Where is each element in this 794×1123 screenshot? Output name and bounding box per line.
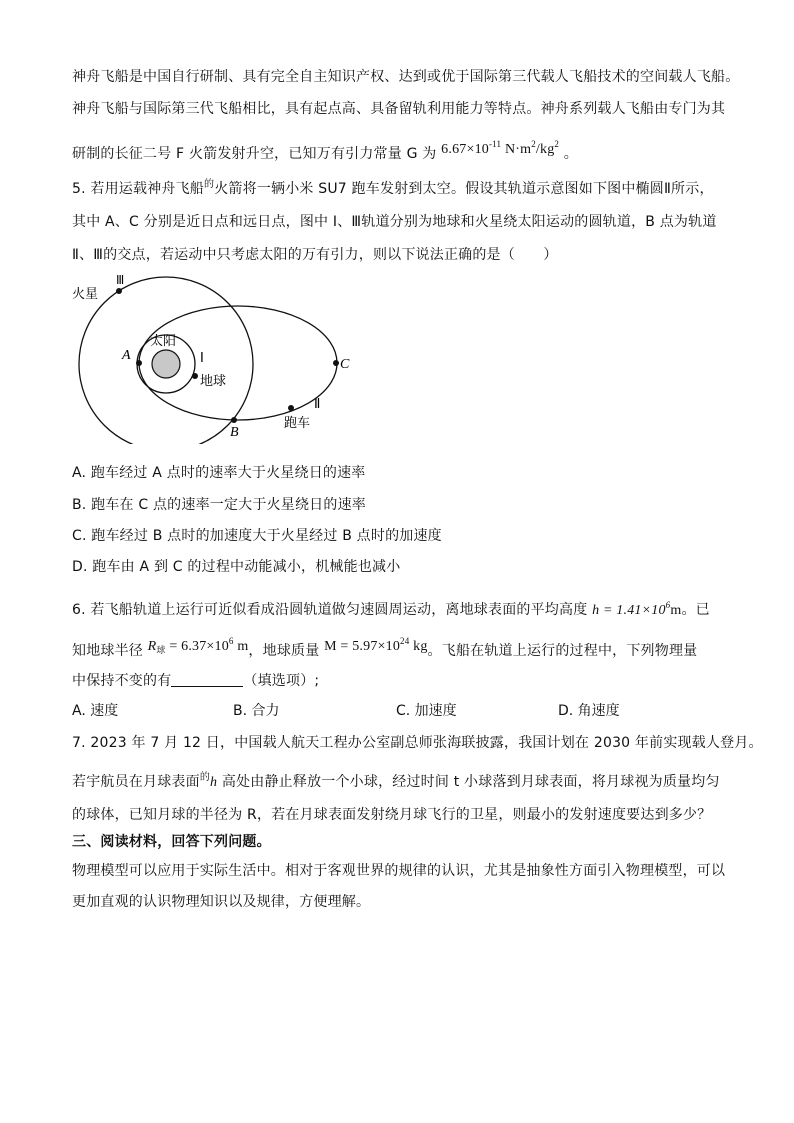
q6-option-a: A. 速度 bbox=[72, 703, 119, 719]
label-mars: 火星 bbox=[72, 287, 99, 302]
q5-option-c: C. 跑车经过 B 点时的加速度大于火星经过 B 点时的加速度 bbox=[72, 528, 442, 544]
label-earth: 地球 bbox=[200, 374, 227, 389]
q7-line-1: 7. 2023 年 7 月 12 日，中国载人航天工程办公室副总师张海联披露，我国计划在 2030 年前实现载人登月。 bbox=[72, 735, 763, 751]
q7-line-3: 的球体，已知月球的半径为 R，若在月球表面发射绕月球飞行的卫星，则最小的发射速度要达到多少？ bbox=[72, 807, 712, 823]
q5-option-b: B. 跑车在 C 点的速率一定大于火星绕日的速率 bbox=[72, 497, 366, 513]
point-a bbox=[136, 360, 142, 366]
orbit-diagram bbox=[60, 272, 360, 444]
q6-line-1: 6. 若飞船轨道上运行可近似看成沿圆轨道做匀速圆周运动，离地球表面的平均高度 $h = 1.41\times 10^6m$。已 bbox=[72, 600, 710, 618]
q6-option-c: C. 加速度 bbox=[396, 703, 457, 719]
point-c bbox=[333, 360, 339, 366]
intro-end-mark: 。 bbox=[563, 146, 578, 162]
earth-radius-value: $R_球 = 6.37\times 10^6$ m bbox=[147, 636, 249, 656]
earth-mass-value: $M = 5.97\times 10^{24}$ kg bbox=[324, 636, 428, 654]
q5-line-1: 5. 若用运载神舟飞船$^的$火箭将一辆小米 SU7 跑车发射到太空。假设其轨道示意图如下图中椭圆Ⅱ所示， bbox=[72, 179, 714, 197]
label-sun: 太阳 bbox=[150, 334, 177, 349]
gravitational-constant: $6.67\times 10^{-11}$ $N\cdot m^2/kg^2$ bbox=[441, 139, 560, 157]
height-value: $h = 1.41\times 10^6m$ bbox=[592, 600, 682, 618]
label-orbit-3: Ⅲ bbox=[116, 273, 125, 287]
label-orbit-2: Ⅱ bbox=[314, 397, 321, 412]
sun-icon bbox=[152, 350, 180, 378]
section-3-line-2: 更加直观的认识物理知识以及规律，方便理解。 bbox=[72, 894, 371, 910]
intro-line-3 bbox=[72, 140, 578, 164]
earth-point bbox=[192, 373, 198, 379]
q6-line-3: 中保持不变的有 （填选项）; bbox=[72, 673, 320, 689]
q6-line-2: 知地球半径 $R_球 = 6.37\times 10^6$ m，地球质量 $M = 5.97\times 10^{24}$ kg。飞船在轨道上运行的过程中，下列物理量 bbox=[72, 636, 698, 659]
intro-line-2: 神舟飞船与国际第三代飞船相比，具有起点高、具备留轨利用能力等特点。神舟系列载人飞船由专门为其 bbox=[72, 101, 726, 117]
label-c: C bbox=[340, 357, 350, 372]
q5-line-3: Ⅱ、Ⅲ的交点，若运动中只考虑太阳的万有引力，则以下说法正确的是（ ） bbox=[72, 247, 558, 263]
q6-answer-blank[interactable] bbox=[171, 672, 243, 687]
section-3-heading: 三、阅读材料，回答下列问题。 bbox=[72, 834, 271, 850]
section-3-line-1: 物理模型可以应用于实际生活中。相对于客观世界的规律的认识，尤其是抽象性方面引入物理模型，可以 bbox=[72, 863, 726, 879]
intro-line-3-text: 研制的长征二号 F 火箭发射升空，已知万有引力常量 G 为 bbox=[72, 146, 437, 162]
label-car: 跑车 bbox=[284, 416, 311, 431]
label-orbit-1: Ⅰ bbox=[200, 351, 204, 366]
mars-point bbox=[116, 288, 122, 294]
q5-line-2: 其中 A、C 分别是近日点和远日点，图中 Ⅰ、Ⅲ轨道分别为地球和火星绕太阳运动的圆轨道，B 点为轨道 bbox=[72, 214, 717, 230]
q5-option-d: D. 跑车由 A 到 C 的过程中动能减小，机械能也减小 bbox=[72, 559, 401, 575]
point-b bbox=[231, 417, 237, 423]
label-a: A bbox=[122, 348, 131, 363]
car-point bbox=[288, 405, 294, 411]
intro-line-1: 神舟飞船是中国自行研制、具有完全自主知识产权、达到或优于国际第三代载人飞船技术的空间载人飞船。 bbox=[72, 69, 740, 85]
label-b: B bbox=[230, 425, 239, 440]
q6-option-b: B. 合力 bbox=[233, 703, 280, 719]
q5-option-a: A. 跑车经过 A 点时的速率大于火星绕日的速率 bbox=[72, 465, 366, 481]
q7-line-2: 若宇航员在月球表面$^的$h 高处由静止释放一个小球，经过时间 t 小球落到月球表面，将月球视为质量均匀 bbox=[72, 772, 720, 790]
q6-option-d: D. 角速度 bbox=[558, 703, 620, 719]
